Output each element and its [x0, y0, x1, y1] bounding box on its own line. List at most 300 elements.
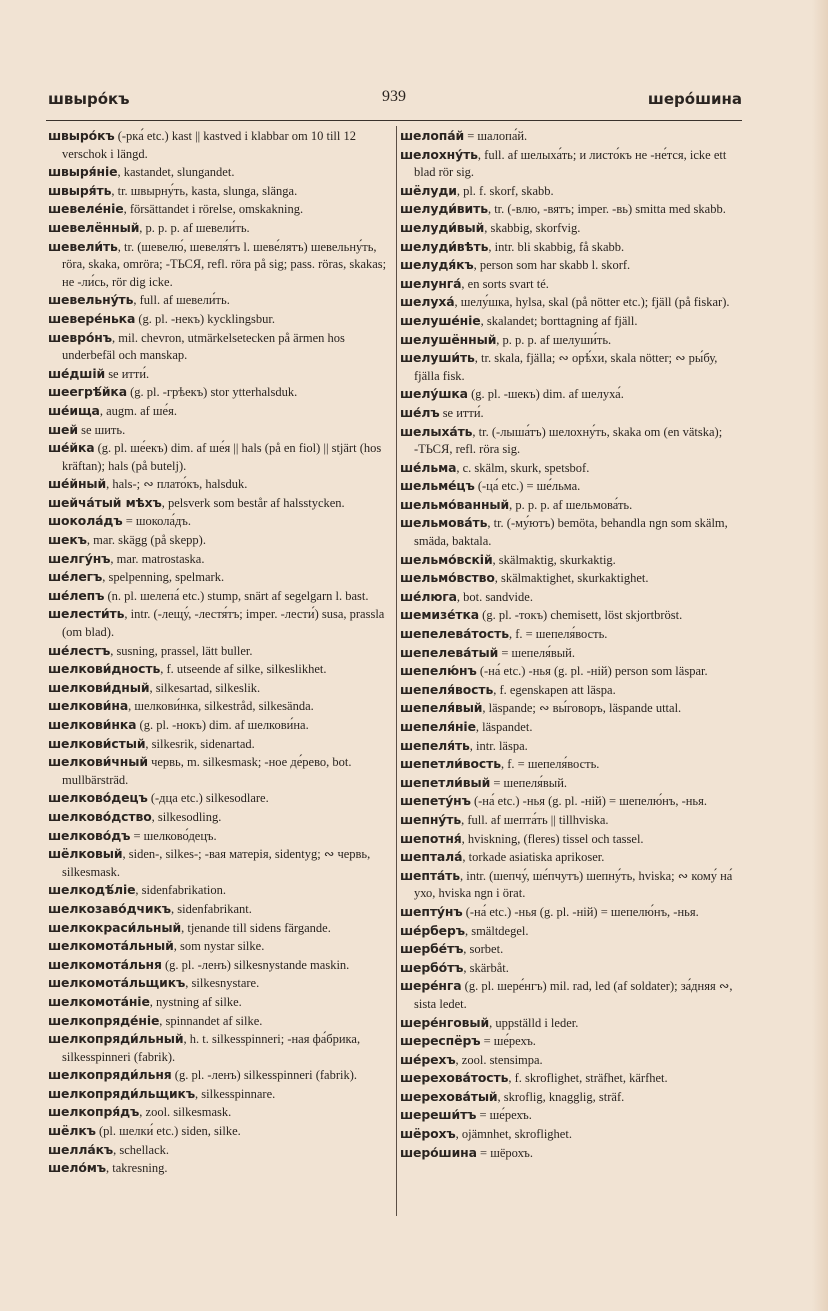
entry-definition: , skabbig, skorfvig.: [484, 220, 581, 235]
entry-definition: , p. p. p. af шевели́ть.: [139, 220, 250, 235]
entry-definition: , intr. läspa.: [469, 738, 528, 753]
dictionary-entry: [400, 774, 742, 793]
dictionary-entry: [48, 1030, 390, 1066]
entry-headword: шёлковый: [48, 846, 123, 862]
entry-headword: шейча́тый мѣхъ: [48, 494, 162, 510]
entry-headword: шёлкъ: [48, 1123, 96, 1139]
entry-definition: , full. af шепта́ть || tillhviska.: [461, 812, 609, 827]
dictionary-entry: [48, 1122, 390, 1141]
entry-definition: (-дца etc.) silkesodlare.: [147, 791, 269, 806]
entry-headword: ше́лестъ: [48, 642, 111, 658]
entry-headword: шельмо́вство: [400, 570, 495, 586]
entry-definition: червь, m. silkesmask; -ное де́рево, bot. mullbärsträd.: [62, 755, 352, 787]
entry-headword: шепта́ть: [400, 867, 460, 883]
entry-definition: , spinnandet af silke.: [159, 1013, 263, 1028]
entry-definition: se итти́.: [105, 366, 150, 381]
dictionary-entry: [400, 385, 742, 404]
dictionary-entry: [400, 146, 742, 182]
entry-headword: ше́люга: [400, 588, 457, 604]
dictionary-entry: [48, 200, 390, 219]
entry-headword: шелушённый: [400, 331, 497, 347]
entry-definition: , full. af шелыха́ть; и листо́къ не -не́тся, icke ett blad rör sig.: [414, 147, 727, 180]
entry-headword: шерехова́тость: [400, 1070, 509, 1086]
entry-headword: шелуди́вѣть: [400, 238, 489, 254]
entry-headword: шелкови́дный: [48, 679, 150, 695]
entry-definition: , bot. sandvide.: [456, 589, 533, 604]
dictionary-entry: [400, 1051, 742, 1070]
dictionary-entry: [48, 219, 390, 238]
entry-headword: шептала́: [400, 849, 463, 865]
header-right-guideword: шеро́шина: [647, 90, 742, 108]
entry-definition: , silkesspinnare.: [195, 1086, 276, 1101]
entry-headword: шелкомота́ніе: [48, 993, 150, 1009]
entry-definition: , skroflig, knagglig, sträf.: [497, 1089, 625, 1104]
entry-headword: шелкови́дность: [48, 661, 161, 677]
entry-definition: , schellack.: [113, 1142, 169, 1157]
entry-definition: , intr. (шепчу́, ше́пчутъ) шепну́ть, hviska; ∾ кому́ на́ ухо, hviska ngn i örat.: [414, 868, 733, 901]
entry-definition: , p. p. p. af шелуши́ть.: [496, 332, 612, 347]
entry-definition: , hviskning, (fleres) tissel och tassel.: [461, 831, 644, 846]
entry-headword: шелунга́: [400, 275, 462, 291]
entry-headword: шере́нговый: [400, 1014, 490, 1030]
dictionary-entry: [48, 439, 390, 475]
entry-definition: , f. utseende af silke, silkeslikhet.: [160, 662, 327, 677]
entry-headword: шепелю́нъ: [400, 663, 477, 679]
entry-definition: , skalandet; borttagning af fjäll.: [480, 313, 638, 328]
entry-headword: шелкови́на: [48, 698, 129, 714]
dictionary-entry: [400, 903, 742, 922]
entry-headword: шелкодѣ́ліе: [48, 882, 136, 898]
entry-definition: , nystning af silke.: [149, 994, 242, 1009]
header-rule: [46, 120, 742, 121]
dictionary-entry: [400, 681, 742, 700]
entry-headword: швыря́ніе: [48, 164, 118, 180]
entry-definition: (-на́ etc.) -нья (g. pl. -ній) person som läspar.: [476, 664, 708, 679]
dictionary-entry: [48, 735, 390, 754]
dictionary-entry: [48, 881, 390, 900]
entry-headword: шепеля́ть: [400, 737, 470, 753]
entry-definition: , silkesodling.: [151, 809, 222, 824]
entry-definition: = шёрохъ.: [476, 1145, 533, 1160]
entry-headword: шербе́тъ: [400, 941, 464, 957]
entry-headword: шепетли́вый: [400, 774, 491, 790]
entry-definition: (pl. шелки́ etc.) siden, silke.: [95, 1124, 241, 1139]
dictionary-entry: [48, 475, 390, 494]
dictionary-entry: [48, 660, 390, 679]
entry-headword: шелково́децъ: [48, 790, 148, 806]
dictionary-entry: [48, 310, 390, 329]
entry-headword: ше́йный: [48, 476, 107, 492]
dictionary-entry: [48, 1159, 390, 1178]
dictionary-entry: [400, 496, 742, 515]
entry-definition: , person som har skabb l. skorf.: [473, 258, 631, 273]
dictionary-entry: [400, 182, 742, 201]
entry-definition: , silkesrik, sidenartad.: [145, 736, 255, 751]
entry-headword: шере́нга: [400, 978, 462, 994]
dictionary-entry: [48, 531, 390, 550]
entry-headword: шелкопряди́льщикъ: [48, 1085, 196, 1101]
entry-headword: шелла́къ: [48, 1141, 114, 1157]
entry-headword: шепеля́ніе: [400, 719, 476, 734]
entry-headword: шелкопряди́льный: [48, 1031, 184, 1047]
dictionary-entry: [400, 219, 742, 238]
entry-definition: , tr. skala, fjälla; ∾ орѣ́хи, skala nötter; ∾ ры́бу, fjälla fisk.: [414, 351, 718, 383]
dictionary-entry: [48, 827, 390, 846]
entry-headword: шелу́шка: [400, 386, 468, 402]
dictionary-entry: [400, 606, 742, 625]
entry-definition: , försättandet i rörelse, omskakning.: [123, 202, 304, 217]
entry-headword: шей: [48, 421, 78, 437]
entry-definition: , skärbåt.: [463, 960, 509, 975]
entry-definition: , torkade asiatiska aprikoser.: [462, 850, 605, 865]
entry-definition: = шепеля́вый.: [498, 645, 576, 660]
dictionary-entry: [400, 755, 742, 774]
dictionary-entry: [400, 404, 742, 423]
entry-headword: шелгу́нъ: [48, 550, 111, 566]
dictionary-entry: [48, 182, 390, 201]
entry-definition: (g. pl. -грѣекъ) stor ytterhalsduk.: [126, 385, 298, 400]
entry-definition: = шалопа́й.: [464, 129, 528, 143]
entry-headword: шекъ: [48, 532, 87, 548]
entry-headword: швыро́къ: [48, 128, 115, 143]
entry-headword: шело́мъ: [48, 1160, 106, 1176]
entry-headword: шерехова́тый: [400, 1088, 498, 1104]
dictionary-entry: [48, 1085, 390, 1104]
entry-definition: , ojämnhet, skroflighet.: [455, 1127, 572, 1142]
dictionary-entry: [400, 127, 742, 146]
dictionary-entry: [400, 1088, 742, 1107]
dictionary-entry: [48, 900, 390, 919]
dictionary-entry: [400, 588, 742, 607]
entry-definition: , шелу́шка, hylsa, skal (på nötter etc.); fjäll (på fiskar).: [454, 295, 730, 310]
entry-definition: se шить.: [77, 422, 126, 437]
entry-definition: , takresning.: [106, 1161, 168, 1176]
dictionary-entry: [48, 937, 390, 956]
entry-definition: , sidenfabrikation.: [135, 883, 227, 898]
dictionary-entry: [400, 625, 742, 644]
entry-headword: шевеле́ніе: [48, 201, 124, 217]
dictionary-entry: [400, 1032, 742, 1051]
entry-headword: шевели́ть: [48, 238, 118, 254]
entry-definition: , pl. f. skorf, skabb.: [456, 183, 554, 198]
entry-definition: , siden-, silkes-; -вая матерія, sidentyg; ∾ червь, silkesmask.: [62, 847, 371, 879]
column-divider: [396, 126, 397, 1216]
dictionary-entry: [400, 830, 742, 849]
entry-headword: шелыха́ть: [400, 423, 473, 439]
entry-headword: ше́лепъ: [48, 587, 105, 603]
dictionary-entry: [400, 922, 742, 941]
entry-definition: , f. = шепеля́вость.: [500, 757, 600, 772]
entry-headword: ше́лъ: [400, 404, 440, 420]
entry-headword: шереши́тъ: [400, 1107, 477, 1123]
entry-definition: , som nystar silke.: [173, 939, 265, 954]
dictionary-entry: [48, 919, 390, 938]
dictionary-entry: [48, 993, 390, 1012]
entry-headword: ше́рберъ: [400, 922, 465, 938]
dictionary-entry: [400, 940, 742, 959]
entry-headword: ше́дшій: [48, 365, 106, 381]
entry-definition: , pelsverk som består af halsstycken.: [161, 495, 345, 510]
dictionary-entry: [48, 789, 390, 808]
entry-headword: шелопа́й: [400, 128, 465, 143]
entry-definition: , läspande; ∾ вы́говоръ, läspande uttal.: [482, 701, 682, 716]
entry-headword: шелкови́нка: [48, 717, 137, 732]
dictionary-entry: [48, 383, 390, 402]
dictionary-entry: [400, 349, 742, 385]
entry-headword: шелуди́вить: [400, 201, 488, 217]
dictionary-entry: [400, 293, 742, 312]
entry-headword: шепотня́: [400, 830, 462, 846]
dictionary-entry: [48, 956, 390, 975]
right-column: [400, 127, 742, 1162]
entry-headword: шёрохъ: [400, 1126, 456, 1142]
entry-headword: шепетли́вость: [400, 756, 501, 772]
dictionary-entry: [48, 1066, 390, 1085]
entry-definition: , uppställd i leder.: [489, 1015, 579, 1030]
entry-headword: шокола́дъ: [48, 513, 123, 529]
entry-headword: шеегрѣ́йка: [48, 384, 127, 400]
entry-headword: шелохну́ть: [400, 146, 478, 162]
dictionary-entry: [48, 753, 390, 789]
dictionary-entry: [400, 569, 742, 588]
dictionary-entry: [48, 697, 390, 716]
entry-definition: , tr. (-влю, -вятъ; imper. -вь) smitta med skabb.: [487, 202, 726, 217]
entry-definition: = шелково́децъ.: [130, 828, 217, 843]
entry-definition: = ше́рехъ.: [480, 1034, 536, 1049]
entry-headword: шевелённый: [48, 219, 140, 235]
entry-definition: , mar. matrostaska.: [110, 551, 205, 566]
entry-headword: шельмова́ть: [400, 515, 488, 531]
entry-headword: шелкопря́дъ: [48, 1104, 140, 1120]
dictionary-entry: [400, 718, 742, 737]
dictionary-entry: [400, 848, 742, 867]
entry-definition: (g. pl. -некъ) kycklingsbur.: [135, 311, 275, 326]
entry-headword: шелкови́стый: [48, 735, 146, 751]
entry-headword: шельмо́вскій: [400, 551, 493, 567]
dictionary-entry: [400, 256, 742, 275]
entry-headword: ше́легъ: [48, 569, 103, 585]
dictionary-entry: [48, 605, 390, 641]
entry-definition: (g. pl. -ленъ) silkesspinneri (fabrik).: [171, 1068, 357, 1083]
entry-definition: (g. pl. шере́нгъ) mil. rad, led (af soldater); за́дняя ∾, sista ledet.: [414, 979, 733, 1011]
dictionary-entry: [400, 1144, 742, 1163]
entry-headword: шелкови́чный: [48, 754, 148, 770]
entry-definition: se итти́.: [439, 405, 484, 420]
dictionary-entry: [400, 737, 742, 756]
entry-definition: , mar. skägg (på skepp).: [86, 533, 206, 548]
entry-definition: , f. = шепеля́вость.: [508, 627, 608, 642]
entry-headword: шелудя́къ: [400, 257, 474, 273]
entry-definition: , tr. (шевелю́, шевеля́тъ l. шеве́лятъ) шевельну́ть, röra, skaka, omröra; -ТЬСЯ, refl. röra på sig; pass. röras, skakas; не -ли́сь, rör dig icke.: [62, 239, 387, 289]
entry-definition: = ше́рехъ.: [476, 1108, 532, 1123]
entry-definition: = шокола́дъ.: [122, 514, 191, 529]
entry-headword: шельме́цъ: [400, 478, 475, 494]
entry-definition: (-на́ etc.) -нья (g. pl. -ній) = шепелю́нъ, -нья.: [470, 794, 708, 809]
entry-definition: , mil. chevron, utmärkelsetecken på ärmen hos underbefäl och manskap.: [62, 330, 345, 363]
entry-headword: шелкопряде́ніе: [48, 1012, 160, 1028]
entry-headword: шепеля́вость: [400, 681, 494, 697]
entry-definition: , full. af шевели́ть.: [133, 293, 230, 308]
entry-definition: , läspandet.: [475, 720, 533, 734]
page-edge-shadow: [812, 0, 828, 1311]
entry-headword: шереспёръ: [400, 1033, 481, 1049]
entry-definition: (g. pl. ше́екъ) dim. af ше́я || hals (på en fiol) || stjärt (hos kräftan); hals (på butelj).: [62, 441, 382, 473]
entry-definition: , en sorts svart té.: [461, 276, 549, 291]
entry-definition: , spelpenning, spelmark.: [102, 570, 225, 585]
header-left-guideword: швыро́къ: [48, 90, 130, 108]
dictionary-entry: [400, 331, 742, 350]
dictionary-entry: [400, 867, 742, 903]
entry-headword: шепту́нъ: [400, 903, 463, 919]
entry-definition: , sorbet.: [463, 942, 504, 957]
entry-definition: = шепеля́вый.: [490, 775, 568, 790]
entry-headword: шемизе́тка: [400, 607, 480, 623]
dictionary-entry: [48, 329, 390, 365]
dictionary-entry: [48, 845, 390, 881]
entry-headword: шепету́нъ: [400, 793, 471, 809]
entry-definition: , шелкови́нка, silkestråd, silkesända.: [128, 699, 314, 714]
dictionary-entry: [48, 716, 390, 735]
entry-headword: шевере́нька: [48, 310, 136, 326]
dictionary-entry: [400, 459, 742, 478]
entry-definition: , smältdegel.: [464, 923, 529, 938]
dictionary-entry: [48, 512, 390, 531]
dictionary-entry: [400, 1106, 742, 1125]
entry-headword: швыря́ть: [48, 182, 112, 198]
entry-definition: , skälmaktighet, skurkaktighet.: [494, 571, 649, 586]
entry-definition: , f. egenskapen att läspa.: [493, 682, 616, 697]
dictionary-entry: [400, 312, 742, 331]
dictionary-entry: [48, 587, 390, 606]
entry-definition: (-рка́ etc.) kast || kastved i klabbar om 10 till 12 verschok i längd.: [62, 129, 356, 161]
entry-headword: шелести́ть: [48, 606, 125, 622]
entry-headword: шепеля́вый: [400, 700, 483, 716]
dictionary-entry: [400, 644, 742, 663]
entry-definition: (g. pl. -шекъ) dim. af шелуха́.: [467, 387, 624, 402]
dictionary-entry: [48, 1103, 390, 1122]
dictionary-entry: [48, 1141, 390, 1160]
entry-definition: (n. pl. шелепа́ etc.) stump, snärt af segelgarn l. bast.: [104, 588, 369, 603]
entry-definition: (g. pl. -токъ) chemisett, löst skjortbröst.: [479, 608, 683, 623]
entry-headword: шепелева́тый: [400, 644, 499, 660]
entry-headword: шельмо́ванный: [400, 496, 510, 512]
entry-definition: , intr. (-лещу́, -лестя́тъ; imper. -лести́) susa, prassla (om blad).: [62, 607, 385, 640]
entry-headword: ше́ища: [48, 402, 100, 418]
dictionary-entry: [400, 977, 742, 1013]
dictionary-entry: [48, 494, 390, 513]
dictionary-entry: [400, 662, 742, 681]
dictionary-entry: [400, 699, 742, 718]
left-column: [48, 127, 390, 1178]
entry-definition: , augm. af ше́я.: [99, 403, 177, 418]
dictionary-entry: [400, 514, 742, 550]
entry-headword: шелково́дъ: [48, 827, 131, 843]
entry-headword: шепелева́тость: [400, 626, 509, 642]
dictionary-entry: [48, 550, 390, 569]
entry-headword: шевельну́ть: [48, 292, 134, 308]
entry-headword: шелкопряди́льня: [48, 1067, 172, 1083]
dictionary-entry: [48, 642, 390, 661]
dictionary-entry: [400, 275, 742, 294]
entry-headword: шелково́дство: [48, 808, 152, 824]
entry-definition: (g. pl. -нокъ) dim. af шелкови́на.: [136, 718, 309, 732]
entry-headword: шеро́шина: [400, 1144, 477, 1160]
dictionary-entry: [48, 365, 390, 384]
dictionary-entry: [48, 402, 390, 421]
entry-headword: ше́йка: [48, 440, 95, 456]
dictionary-entry: [48, 1012, 390, 1031]
dictionary-entry: [400, 1125, 742, 1144]
entry-headword: шевро́нъ: [48, 329, 112, 345]
dictionary-entry: [48, 974, 390, 993]
entry-headword: шербо́тъ: [400, 959, 464, 975]
entry-headword: шелкомота́льщикъ: [48, 975, 186, 991]
entry-headword: шелкомота́льня: [48, 956, 162, 972]
dictionary-entry: [400, 551, 742, 570]
dictionary-entry: [400, 959, 742, 978]
dictionary-entry: [48, 238, 390, 292]
entry-definition: , zool. stensimpa.: [455, 1052, 543, 1067]
dictionary-entry: [48, 163, 390, 182]
entry-definition: , hals-; ∾ плато́къ, halsduk.: [106, 477, 248, 492]
entry-definition: , tr. швырну́ть, kasta, slunga, slänga.: [111, 183, 298, 198]
entry-definition: , tjenande till sidens färgande.: [181, 920, 331, 935]
entry-headword: шелуше́ніе: [400, 312, 481, 328]
entry-headword: шёлуди: [400, 182, 457, 198]
page-header: [46, 88, 742, 114]
dictionary-entry: [48, 679, 390, 698]
entry-definition: , skälmaktig, skurkaktig.: [492, 552, 616, 567]
entry-definition: (-на́ etc.) -нья (g. pl. -ній) = шепелю́нъ, -нья.: [462, 904, 699, 919]
dictionary-entry: [400, 1069, 742, 1088]
entry-definition: , silkesartad, silkeslik.: [149, 680, 261, 695]
entry-headword: шелкозаво́дчикъ: [48, 900, 171, 916]
page-number: 939: [382, 88, 406, 105]
entry-headword: шелкомота́льный: [48, 938, 174, 954]
entry-headword: шелуха́: [400, 294, 455, 310]
dictionary-entry: [400, 1014, 742, 1033]
entry-definition: (g. pl. -ленъ) silkesnystande maskin.: [161, 957, 350, 972]
entry-definition: , tr. (-лыша́тъ) шелохну́ть, skaka om (en vätska); -ТЬСЯ, refl. röra sig.: [414, 424, 723, 457]
entry-definition: , sidenfabrikant.: [171, 901, 252, 916]
entry-definition: , c. skälm, skurk, spetsbof.: [456, 460, 590, 475]
dictionary-entry: [48, 127, 390, 163]
entry-definition: , f. skroflighet, sträfhet, kärfhet.: [508, 1071, 668, 1086]
dictionary-entry: [400, 200, 742, 219]
dictionary-entry: [48, 808, 390, 827]
dictionary-entry: [48, 421, 390, 440]
entry-headword: ше́рехъ: [400, 1051, 456, 1067]
entry-definition: , intr. bli skabbig, få skabb.: [488, 239, 625, 254]
entry-headword: шелкокраси́льный: [48, 919, 182, 935]
dictionary-entry: [48, 291, 390, 310]
dictionary-entry: [400, 238, 742, 257]
entry-definition: , zool. silkesmask.: [139, 1105, 232, 1120]
dictionary-entry: [400, 477, 742, 496]
entry-definition: , tr. (-му́ютъ) bemöta, behandla ngn som skälm, smäda, baktala.: [414, 516, 728, 549]
entry-definition: , p. p. p. af шельмова́ть.: [509, 497, 633, 512]
entry-headword: шелуши́ть: [400, 350, 475, 366]
dictionary-entry: [400, 423, 742, 459]
entry-definition: , h. t. silkesspinneri; -ная фа́брика, silkesspinneri (fabrik).: [62, 1032, 361, 1064]
dictionary-entry: [400, 792, 742, 811]
entry-definition: , silkesnystare.: [185, 976, 260, 991]
entry-headword: ше́льма: [400, 459, 457, 475]
entry-headword: шелуди́вый: [400, 219, 485, 235]
entry-definition: (-ца́ etc.) = ше́льма.: [474, 479, 581, 494]
entry-headword: шепну́ть: [400, 811, 462, 827]
dictionary-entry: [48, 568, 390, 587]
